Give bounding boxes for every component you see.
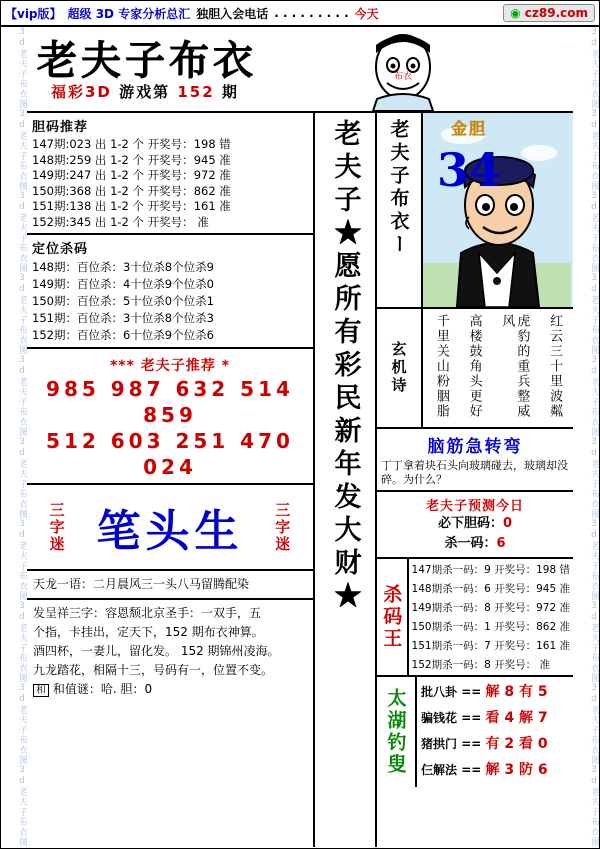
taihu-left: 猪拱门 bbox=[421, 737, 458, 751]
taihu-rows bbox=[417, 677, 573, 787]
jindan-number: 34 bbox=[437, 143, 502, 197]
taihu-label: 太湖钓叟 bbox=[384, 688, 407, 776]
danma-block bbox=[27, 113, 313, 235]
dingwei-row bbox=[32, 327, 308, 344]
mascot-vertical-title: 老夫子布衣ー bbox=[387, 119, 410, 257]
sw-period: 151 bbox=[411, 640, 432, 652]
shamawang-row bbox=[412, 580, 570, 599]
columns-container bbox=[27, 113, 573, 847]
danma-mark: 准 bbox=[197, 214, 209, 229]
yuce-dan-label: 必下胆码： bbox=[437, 516, 503, 531]
sw-period: 147 bbox=[411, 564, 432, 576]
taihu-label-strip bbox=[377, 677, 417, 787]
danma-period: 152 bbox=[32, 214, 54, 229]
tianlong-block bbox=[27, 571, 313, 600]
dingwei-text: 百位杀：4十位杀9个位杀0 bbox=[76, 277, 214, 291]
sw-award-label: 开奖号： bbox=[494, 621, 537, 633]
danma-row bbox=[32, 168, 308, 184]
danma-result: 198 bbox=[193, 137, 216, 151]
shamawang-row bbox=[412, 656, 570, 675]
yuce-kill-value: 6 bbox=[496, 536, 506, 551]
sw-text: 期杀一码： bbox=[431, 564, 485, 576]
poem-column: 千里关山粉胭脂 bbox=[433, 314, 449, 419]
mascot-title-strip bbox=[377, 113, 423, 307]
sw-kill: 7 bbox=[484, 640, 491, 652]
cz89-logo-text: cz89.com bbox=[524, 6, 588, 20]
naojin-text: 丁丁拿着块石头向玻璃碰去，玻璃却没碎。为什么？ bbox=[381, 459, 568, 486]
game-label: 游戏第 bbox=[119, 83, 171, 101]
mascot-illustration-block bbox=[377, 113, 573, 309]
right-watermark-strip: 3d老夫子布衣图3d老夫子布衣图3d老夫子布衣图3d老夫子布衣图3d老夫子布衣图3d老夫子布衣图3d老夫子布衣图3d老夫子布衣图3d老夫子布衣图3d老夫子布衣图 bbox=[589, 27, 599, 847]
taihu-row bbox=[421, 705, 569, 731]
danma-period: 151 bbox=[32, 199, 54, 213]
logo-dot-icon: ◉ bbox=[510, 6, 521, 20]
recommend-block bbox=[27, 349, 313, 485]
danma-row bbox=[32, 199, 308, 215]
left-watermark-strip: 3d老夫子布衣图3d老夫子布衣图3d老夫子布衣图3d老夫子布衣图3d老夫子布衣图3d老夫子布衣图3d老夫子布衣图3d老夫子布衣图3d老夫子布衣图3d老夫子布衣图 bbox=[17, 27, 27, 847]
lottery-name: 福彩3D bbox=[51, 83, 112, 101]
sanzimi-block bbox=[27, 485, 313, 571]
faxiang-line-2: 个指，卡挂出，定天下，152 期布衣神算。 bbox=[33, 625, 264, 639]
left-column bbox=[27, 113, 315, 847]
mascot-head-icon bbox=[357, 27, 449, 111]
shamawang-rows bbox=[409, 559, 573, 675]
danma-text: 期:138 出 1-2 个 开奖号： bbox=[53, 199, 194, 213]
sw-kill: 6 bbox=[484, 583, 491, 595]
topbar-item-1: 超级 3D 专家分析总汇 bbox=[67, 6, 191, 21]
sw-text: 期杀一码： bbox=[431, 659, 485, 671]
danma-mark: 准 bbox=[219, 152, 231, 167]
poster-header bbox=[27, 27, 573, 113]
danma-result: 945 bbox=[193, 152, 216, 167]
page-title: 老夫子布衣 bbox=[37, 37, 257, 84]
taihu-left: 仨解法 bbox=[421, 763, 458, 777]
sw-award: 198 bbox=[536, 564, 557, 576]
danma-row bbox=[32, 215, 308, 231]
topbar-dots: . . . . . . . . . bbox=[274, 6, 349, 20]
issue-suffix: 期 bbox=[221, 83, 239, 101]
poster-body bbox=[27, 27, 573, 849]
taihu-right: 看 4 解 7 bbox=[485, 710, 548, 726]
taihu-right: 有 2 看 0 bbox=[485, 736, 548, 752]
sw-period: 152 bbox=[411, 659, 432, 671]
dingwei-title: 定位杀码 bbox=[32, 242, 89, 257]
dingwei-period: 152期： bbox=[32, 328, 77, 342]
yuce-title: 老夫子预测今日 bbox=[425, 499, 524, 514]
sw-mark: 错 bbox=[559, 564, 570, 576]
sw-text: 期杀一码： bbox=[431, 640, 485, 652]
issue-subtitle bbox=[51, 81, 239, 102]
taihu-left: 骗钱花 bbox=[421, 711, 458, 725]
sw-text: 期杀一码： bbox=[431, 602, 485, 614]
recommend-title: *** 老夫子推荐 * bbox=[109, 358, 231, 374]
danma-result: 161 bbox=[193, 199, 216, 213]
taihu-row bbox=[421, 679, 569, 705]
sw-award-label: 开奖号： bbox=[494, 602, 537, 614]
taihu-eq: == bbox=[461, 685, 482, 699]
yuce-row bbox=[381, 514, 569, 534]
yuce-row bbox=[381, 534, 569, 554]
naojin-block bbox=[377, 429, 573, 492]
sw-period: 148 bbox=[411, 583, 432, 595]
dingwei-period: 149期： bbox=[32, 277, 77, 291]
faxiang-line-5 bbox=[33, 680, 307, 700]
danma-mark: 准 bbox=[219, 183, 231, 198]
sw-text: 期杀一码： bbox=[431, 583, 485, 595]
sw-period: 149 bbox=[411, 602, 432, 614]
xuanji-poem bbox=[423, 309, 573, 427]
jindan-label: 金胆 bbox=[451, 119, 488, 138]
taihu-row bbox=[421, 731, 569, 757]
danma-period: 150 bbox=[32, 183, 54, 198]
taihu-right: 解 8 有 5 bbox=[485, 684, 548, 700]
danma-mark: 准 bbox=[219, 168, 231, 182]
taihu-eq: == bbox=[461, 763, 482, 777]
shamawang-row bbox=[412, 599, 570, 618]
faxiang-line-3: 酒四杯，一妻儿，留化发。 152 期锦州凌海。 bbox=[33, 644, 280, 658]
sw-award-label: 开奖号： bbox=[494, 564, 537, 576]
danma-text: 期:259 出 1-2 个 开奖号： bbox=[53, 152, 194, 167]
svg-text:布衣: 布衣 bbox=[393, 72, 413, 82]
mascot-picture bbox=[423, 113, 573, 307]
sw-text: 期杀一码： bbox=[431, 621, 485, 633]
sw-mark: 准 bbox=[539, 659, 550, 671]
danma-mark: 准 bbox=[219, 199, 231, 213]
taihu-left: 批八卦 bbox=[421, 685, 458, 699]
faxiang-line-4: 九龙踏花，相隔十三，号码有一，位置不变。 bbox=[33, 663, 274, 677]
sw-mark: 准 bbox=[559, 602, 570, 614]
danma-period: 149 bbox=[32, 168, 54, 182]
poem-column: 红云三十里波粼 bbox=[547, 314, 563, 419]
dingwei-row bbox=[32, 259, 308, 276]
vertical-slogan: 老夫子★愿所有彩民新年发大财★ bbox=[329, 119, 361, 614]
dingwei-row bbox=[32, 310, 308, 327]
vip-label: 【vip版】 bbox=[5, 6, 62, 21]
dingwei-period: 148期： bbox=[32, 260, 77, 274]
dingwei-row bbox=[32, 293, 308, 310]
dingwei-text: 百位杀：3十位杀8个位杀9 bbox=[76, 260, 214, 274]
sw-award: 972 bbox=[536, 602, 557, 614]
danma-row bbox=[32, 153, 308, 169]
faxiang-line-1: 发呈祥三字：容恩颓北京圣手：一双手，五 bbox=[33, 606, 262, 620]
danma-text: 期:368 出 1-2 个 开奖号： bbox=[53, 183, 194, 198]
naojin-title: 脑筋急转弯 bbox=[427, 437, 523, 457]
sw-award: 945 bbox=[536, 583, 557, 595]
yuce-block bbox=[377, 492, 573, 559]
danma-mark: 错 bbox=[219, 137, 231, 151]
taihu-row bbox=[421, 757, 569, 783]
sw-award: 161 bbox=[536, 640, 557, 652]
sanzimi-left-label: 三字迷 bbox=[49, 500, 65, 553]
tianlong-label: 天龙一语： bbox=[33, 577, 94, 591]
sanzimi-riddle: 笔头生 bbox=[96, 506, 244, 557]
danma-period: 148 bbox=[32, 152, 54, 167]
sw-kill: 9 bbox=[484, 564, 491, 576]
top-bar bbox=[1, 1, 599, 27]
sw-kill: 8 bbox=[484, 602, 491, 614]
faxiang-hezhi-text: 和值谜：哈. 胆：0 bbox=[52, 682, 153, 696]
sw-award: 862 bbox=[536, 621, 557, 633]
sw-mark: 准 bbox=[559, 640, 570, 652]
poem-column: 虎豹的重兵整威风 bbox=[499, 314, 530, 419]
shamawang-row bbox=[412, 637, 570, 656]
yuce-kill-label: 杀一码： bbox=[444, 536, 497, 551]
dingwei-text: 百位杀：6十位杀9个位杀6 bbox=[76, 328, 214, 342]
sw-period: 150 bbox=[411, 621, 432, 633]
issue-number: 152 bbox=[177, 83, 215, 101]
topbar-item-2: 独胆入会电话 bbox=[196, 6, 269, 21]
dingwei-period: 150期： bbox=[32, 294, 77, 308]
xuanji-block bbox=[377, 309, 573, 429]
right-column bbox=[377, 113, 573, 847]
tianlong-text: 二月晨风三一头八马留腾配染 bbox=[93, 577, 250, 591]
recommend-numbers-line2: 512 603 251 470 024 bbox=[46, 429, 294, 479]
faxiang-block bbox=[27, 600, 313, 704]
shamawang-block bbox=[377, 559, 573, 677]
shamawang-label: 杀码王 bbox=[380, 584, 403, 650]
sw-kill: 1 bbox=[484, 621, 491, 633]
sw-mark: 准 bbox=[559, 583, 570, 595]
sw-award-label: 开奖号： bbox=[494, 583, 537, 595]
taihu-right: 解 3 防 6 bbox=[485, 762, 548, 778]
sw-mark: 准 bbox=[559, 621, 570, 633]
dingwei-text: 百位杀：3十位杀8个位杀3 bbox=[76, 311, 214, 325]
middle-column bbox=[315, 113, 377, 847]
taihu-block bbox=[377, 677, 573, 787]
taihu-eq: == bbox=[461, 711, 482, 725]
dingwei-text: 百位杀：5十位杀0个位杀1 bbox=[76, 294, 214, 308]
recommend-numbers-line1: 985 987 632 514 859 bbox=[46, 377, 294, 427]
dingwei-row bbox=[32, 276, 308, 293]
dingwei-period: 151期： bbox=[32, 311, 77, 325]
he-box-icon: 和 bbox=[33, 684, 49, 697]
danma-row bbox=[32, 184, 308, 200]
poem-column: 高楼鼓角头更好 bbox=[466, 314, 482, 419]
danma-result: 862 bbox=[193, 183, 216, 198]
sw-award-label: 开奖号： bbox=[494, 640, 537, 652]
sw-award-label: 开奖号： bbox=[494, 659, 537, 671]
xuanji-label-strip bbox=[377, 309, 423, 427]
danma-row bbox=[32, 137, 308, 153]
sanzimi-right-label: 三字迷 bbox=[275, 500, 291, 553]
danma-period: 147 bbox=[32, 137, 54, 151]
taihu-eq: == bbox=[461, 737, 482, 751]
danma-text: 期:247 出 1-2 个 开奖号： bbox=[53, 168, 194, 182]
shamawang-row bbox=[412, 618, 570, 637]
cz89-logo[interactable] bbox=[503, 4, 595, 22]
yuce-dan-value: 0 bbox=[502, 516, 513, 531]
shamawang-label-strip bbox=[377, 559, 409, 675]
danma-text: 期:345 出 1-2 个 开奖号： bbox=[53, 214, 194, 229]
shamawang-row bbox=[412, 561, 570, 580]
topbar-item-3: 今天 bbox=[354, 6, 379, 21]
danma-result: 972 bbox=[193, 168, 216, 182]
sw-kill: 8 bbox=[484, 659, 491, 671]
xuanji-label: 玄机诗 bbox=[389, 341, 408, 395]
dingwei-block bbox=[27, 235, 313, 349]
danma-title: 胆码推荐 bbox=[32, 120, 89, 135]
danma-text: 期:023 出 1-2 个 开奖号： bbox=[53, 137, 194, 151]
